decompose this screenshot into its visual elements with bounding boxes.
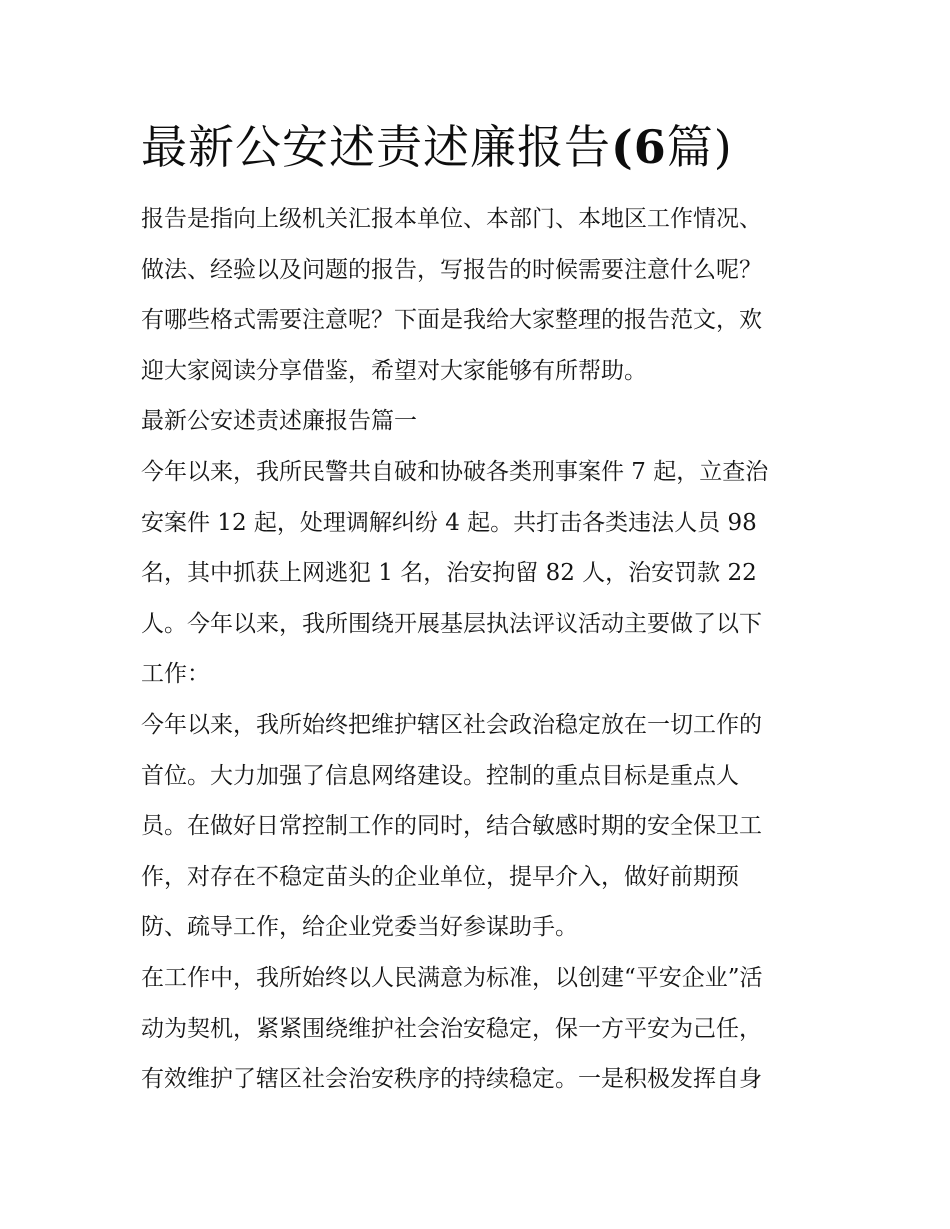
intro-line: 报告是指向上级机关汇报本单位、本部门、本地区工作情况、 xyxy=(141,206,762,232)
paragraph-line: 防、疏导工作，给企业党委当好参谋助手。 xyxy=(141,914,578,941)
paragraph-line: 有效维护了辖区社会治安秩序的持续稳定。一是积极发挥自身 xyxy=(141,1066,762,1093)
paragraph-line: 今年以来，我所民警共自破和协破各类刑事案件 7 起，立查治 xyxy=(141,458,769,485)
page-title xyxy=(141,112,813,182)
title-main: 最新公安述责述廉报告 xyxy=(141,120,611,174)
intro-line: 有哪些格式需要注意呢？下面是我给大家整理的报告范文，欢 xyxy=(141,307,762,334)
paragraph-line: 员。在做好日常控制工作的同时，结合敏感时期的安全保卫工 xyxy=(141,813,762,840)
section-heading xyxy=(141,396,813,447)
paragraph-line: 作，对存在不稳定苗头的企业单位，提早介入，做好前期预 xyxy=(141,863,739,890)
paragraph-statistics xyxy=(141,447,813,700)
paragraph-stability xyxy=(141,700,813,953)
title-number: 6 xyxy=(633,120,667,174)
paragraph-line: 动为契机，紧紧围绕维护社会治安稳定，保一方平安为己任， xyxy=(141,1015,762,1042)
paragraph-line: 安案件 12 起，处理调解纠纷 4 起。共打击各类违法人员 98 xyxy=(141,509,757,536)
paragraph-satisfaction xyxy=(141,953,813,1105)
section-heading-text: 最新公安述责述廉报告篇一 xyxy=(141,408,417,435)
paragraph-line: 首位。大力加强了信息网络建设。控制的重点目标是重点人 xyxy=(141,762,739,789)
paragraph-line: 名，其中抓获上网逃犯 1 名，治安拘留 82 人，治安罚款 22 xyxy=(141,560,757,587)
intro-paragraph xyxy=(141,194,813,396)
title-suffix: 篇) xyxy=(666,120,733,174)
intro-line: 迎大家阅读分享借鉴，希望对大家能够有所帮助。 xyxy=(141,357,647,384)
document-body xyxy=(141,112,813,1105)
paragraph-line: 在工作中，我所始终以人民满意为标准，以创建“平安企业”活 xyxy=(141,964,763,991)
paragraph-line: 工作： xyxy=(141,661,210,688)
intro-line: 做法、经验以及问题的报告，写报告的时候需要注意什么呢？ xyxy=(141,256,762,283)
paragraph-line: 人。今年以来，我所围绕开展基层执法评议活动主要做了以下 xyxy=(141,610,762,637)
paragraph-line: 今年以来，我所始终把维护辖区社会政治稳定放在一切工作的 xyxy=(141,711,762,738)
title-paren-open: ( xyxy=(611,120,634,174)
